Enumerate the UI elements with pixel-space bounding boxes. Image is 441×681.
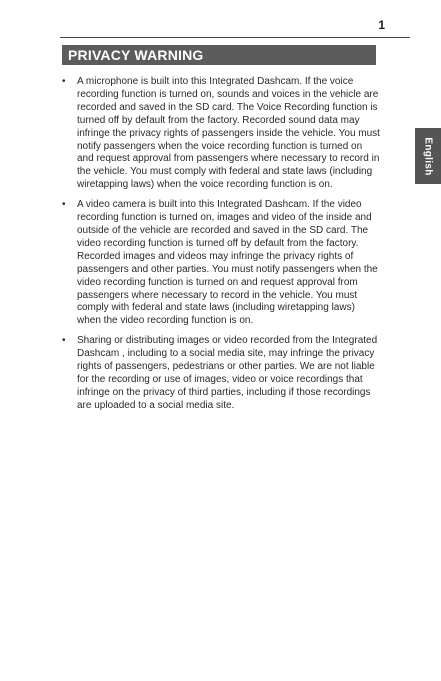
header-rule xyxy=(60,37,410,38)
bullet-glyph: • xyxy=(62,76,66,87)
list-item xyxy=(62,335,380,412)
section-title: PRIVACY WARNING xyxy=(68,47,204,63)
list-item xyxy=(62,199,380,328)
bullet-glyph: • xyxy=(62,335,66,347)
language-tab-label: English xyxy=(422,136,434,176)
list-item-text: Sharing or distributing images or video recorded from the Integrated Dashcam , including to a social media site, may infringe the privacy rights of passengers, pedestrians or other parties. We are not liable for the recording or use of images, video or voice recordings that infringe on the privacy of third parties, including if those recordings are uploaded to a social media site. xyxy=(77,335,378,411)
language-tab xyxy=(415,128,441,184)
section-title-bar xyxy=(62,45,376,65)
privacy-warning-list xyxy=(62,76,380,420)
list-item-text: A microphone is built into this Integrated Dashcam. If the voice recording function is turned on, sounds and voices in the vehicle are recorded and saved in the SD card. The Voice Recording function is turned off by default from the factory. Recorded sound data may infringe the privacy rights of passengers inside the vehicle. You must notify passengers when the voice recording function is turned on and request approval from passengers where necessary to record in the vehicle. You must comply with federal and state laws (including wiretapping laws) when the voice recording function is on. xyxy=(77,76,380,191)
list-item xyxy=(62,76,380,192)
bullet-glyph: • xyxy=(62,199,66,211)
page-number: 1 xyxy=(378,18,385,32)
list-item-text: A video camera is built into this Integrated Dashcam. If the video recording function is turned on, images and video of the inside and outside of the vehicle are recorded and saved in the SD card. The video recording function is turned off by default from the factory. Recorded images and videos may infringe the privacy rights of passengers and other parties. You must notify passengers when the video recording function is turned on and request approval from passengers where necessary to record in the vehicle. You must comply with federal and state laws (including wiretapping laws) when the video recording function is on. xyxy=(77,199,378,327)
